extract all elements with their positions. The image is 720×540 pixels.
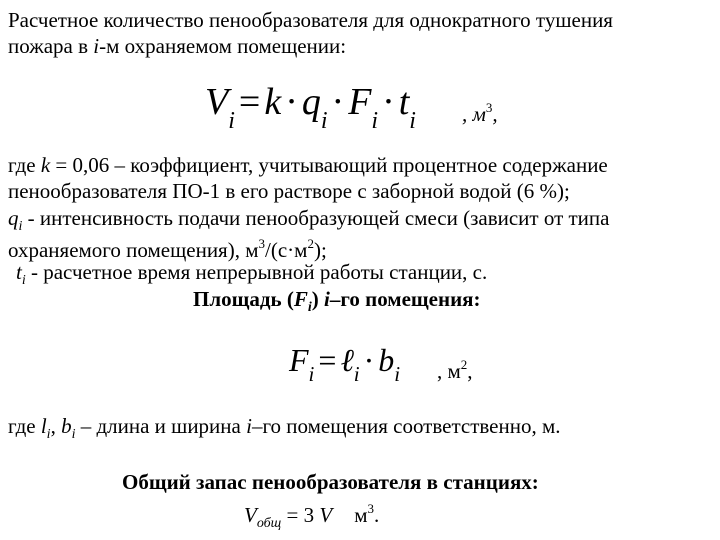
area-unit-sup: 2 bbox=[460, 357, 468, 372]
formula-k: k bbox=[264, 81, 282, 123]
where-lb-a: где bbox=[8, 414, 41, 438]
area-unit-prefix: , м bbox=[437, 359, 461, 383]
total-v: V bbox=[244, 503, 257, 527]
where-lb-d: –го помещения соответственно, м. bbox=[251, 414, 561, 438]
where-k-line-2 bbox=[8, 178, 570, 204]
formula-f: F bbox=[348, 81, 372, 123]
total-unit: м bbox=[354, 503, 368, 527]
where-lb-comma: , bbox=[50, 414, 62, 438]
where-q-l2a: охраняемого помещения), м bbox=[8, 238, 259, 262]
unit-prefix: , bbox=[462, 102, 473, 126]
formula-area-b: b bbox=[378, 342, 395, 378]
formula-area-dot: · bbox=[363, 342, 375, 378]
formula-dot-3: · bbox=[382, 81, 395, 123]
formula-equals: = bbox=[238, 81, 261, 123]
where-k-line-1 bbox=[8, 152, 608, 178]
where-q-symbol: q bbox=[8, 206, 19, 230]
total-heading bbox=[122, 469, 539, 495]
formula-area-equals: = bbox=[318, 342, 337, 378]
formula-area-unit bbox=[437, 357, 473, 384]
area-unit-suffix: , bbox=[467, 359, 473, 383]
where-q-sup3: 3 bbox=[258, 236, 266, 251]
area-heading-b: ) bbox=[311, 287, 324, 311]
formula-area-b-sub: i bbox=[394, 362, 401, 386]
where-q-l2c: ); bbox=[313, 238, 327, 262]
where-b-symbol: b bbox=[61, 414, 72, 438]
where-k-line2-text: пенообразователя ПО-1 в его растворе с заборной водой (6 %); bbox=[8, 179, 570, 203]
formula-v-symbol: V bbox=[205, 81, 229, 123]
formula-q: q bbox=[301, 81, 321, 123]
formula-volume bbox=[205, 80, 416, 134]
total-v-sub: общ bbox=[256, 516, 282, 531]
total-end: . bbox=[373, 503, 380, 527]
formula-volume-unit bbox=[462, 100, 498, 127]
area-heading-sub: i bbox=[307, 300, 312, 315]
where-t-text: - расчетное время непрерывной работы станции, с. bbox=[25, 260, 488, 284]
formula-area bbox=[289, 342, 401, 386]
total-heading-text: Общий запас пенообразователя в станциях: bbox=[122, 470, 539, 494]
where-q-text: - интенсивность подачи пенообразующей смеси (зависит от типа bbox=[22, 206, 610, 230]
where-k-a: где bbox=[8, 153, 41, 177]
area-heading-i: i bbox=[323, 287, 330, 311]
area-heading-c: –го помещения: bbox=[329, 287, 481, 311]
where-lb-i: i bbox=[246, 414, 252, 438]
where-q-sub: i bbox=[18, 219, 23, 234]
formula-dot-1: · bbox=[285, 81, 298, 123]
where-t-sub: i bbox=[21, 273, 26, 288]
intro-text-2a: пожара в bbox=[8, 34, 94, 58]
area-heading-f: F bbox=[293, 287, 308, 311]
area-heading bbox=[193, 286, 481, 321]
where-q-sup2: 2 bbox=[307, 236, 314, 251]
formula-area-f-sub: i bbox=[308, 362, 315, 386]
intro-line-1 bbox=[8, 7, 613, 33]
unit-suffix: , bbox=[492, 102, 498, 126]
intro-italic-i: i bbox=[93, 34, 100, 58]
where-q-l2b: /(с·м bbox=[265, 238, 308, 262]
formula-f-sub: i bbox=[371, 108, 379, 134]
intro-text-1: Расчетное количество пенообразователя для однократного тушения bbox=[8, 8, 613, 32]
area-heading-a: Площадь ( bbox=[193, 287, 294, 311]
where-k-symbol: k bbox=[40, 153, 51, 177]
intro-line-2 bbox=[8, 33, 346, 59]
formula-t: t bbox=[398, 81, 410, 123]
total-formula bbox=[244, 496, 379, 537]
intro-text-2b: -м охраняемом помещении: bbox=[99, 34, 347, 58]
where-lb-c: – длина и ширина bbox=[75, 414, 247, 438]
where-lb-line bbox=[8, 413, 561, 448]
total-unit-sup: 3 bbox=[367, 501, 374, 516]
formula-t-sub: i bbox=[409, 108, 416, 134]
formula-area-f: F bbox=[289, 342, 309, 378]
where-l-sub: i bbox=[46, 427, 51, 442]
where-t-symbol: t bbox=[16, 260, 22, 284]
formula-dot-2: · bbox=[331, 81, 345, 123]
where-l-symbol: l bbox=[40, 414, 47, 438]
formula-area-l: ℓ bbox=[340, 342, 354, 378]
formula-area-l-sub: i bbox=[353, 362, 360, 386]
unit-m: м bbox=[472, 102, 486, 126]
unit-sup: 3 bbox=[485, 100, 493, 115]
total-eq: = 3 bbox=[281, 503, 320, 527]
where-k-b: = 0,06 – коэффициент, учитывающий процентное содержание bbox=[50, 153, 608, 177]
where-b-sub: i bbox=[71, 427, 76, 442]
formula-q-sub: i bbox=[320, 108, 328, 134]
formula-v-sub: i bbox=[228, 108, 235, 134]
total-v2: V bbox=[319, 503, 333, 527]
